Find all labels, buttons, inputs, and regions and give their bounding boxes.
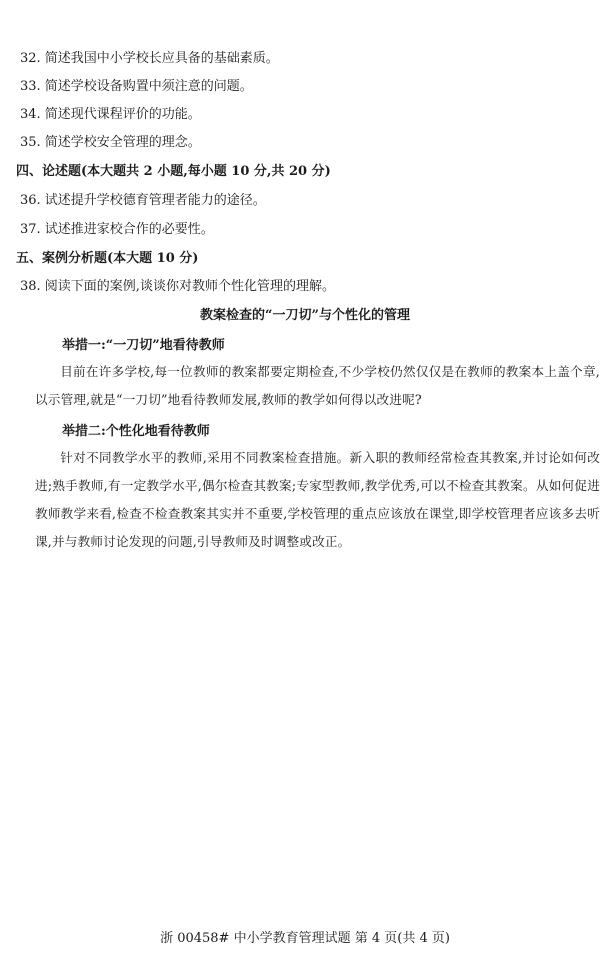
- example-2-text: 针对不同教学水平的教师,采用不同教案检查措施。新入职的教师经常检查其教案,并讨论如何改进;熟手教师,有一定教学水平,偶尔检查其教案;专家型教师,教学优秀,可以不检查其教案。从如何促进教师教学来看,检查不检查教案其实并不重要,学校管理的重点应该放在课堂,即学校管理者应该多去听课,并与教师讨论发现的问题,引导教师及时调整或改正。: [35, 450, 600, 549]
- case-section-heading: 五、案例分析题(本大题 10 分): [16, 251, 199, 266]
- essay-section-heading: 四、论述题(本大题共 2 小题,每小题 10 分,共 20 分): [16, 164, 331, 179]
- question-33: 33. 简述学校设备购置中须注意的问题。: [20, 79, 253, 94]
- question-35: 35. 简述学校安全管理的理念。: [20, 135, 201, 150]
- case-title: 教案检查的“一刀切”与个性化的管理: [200, 308, 410, 323]
- question-34: 34. 简述现代课程评价的功能。: [20, 107, 201, 122]
- question-37: 37. 试述推进家校合作的必要性。: [20, 222, 214, 237]
- question-38: 38. 阅读下面的案例,谈谈你对教师个性化管理的理解。: [20, 279, 335, 294]
- page-footer: 浙 00458# 中小学教育管理试题 第 4 页(共 4 页): [160, 931, 450, 946]
- example-1-title: 举措一:“一刀切”地看待教师: [62, 338, 225, 353]
- question-32: 32. 简述我国中小学校长应具备的基础素质。: [20, 51, 279, 66]
- question-36: 36. 试述提升学校德育管理者能力的途径。: [20, 193, 266, 208]
- example-2-title: 举措二:个性化地看待教师: [62, 424, 210, 439]
- example-1-text: 目前在许多学校,每一位教师的教案都要定期检查,不少学校仍然仅仅是在教师的教案本上盖个章,以示管理,就是“一刀切”地看待教师发展,教师的教学如何得以改进呢?: [35, 364, 600, 407]
